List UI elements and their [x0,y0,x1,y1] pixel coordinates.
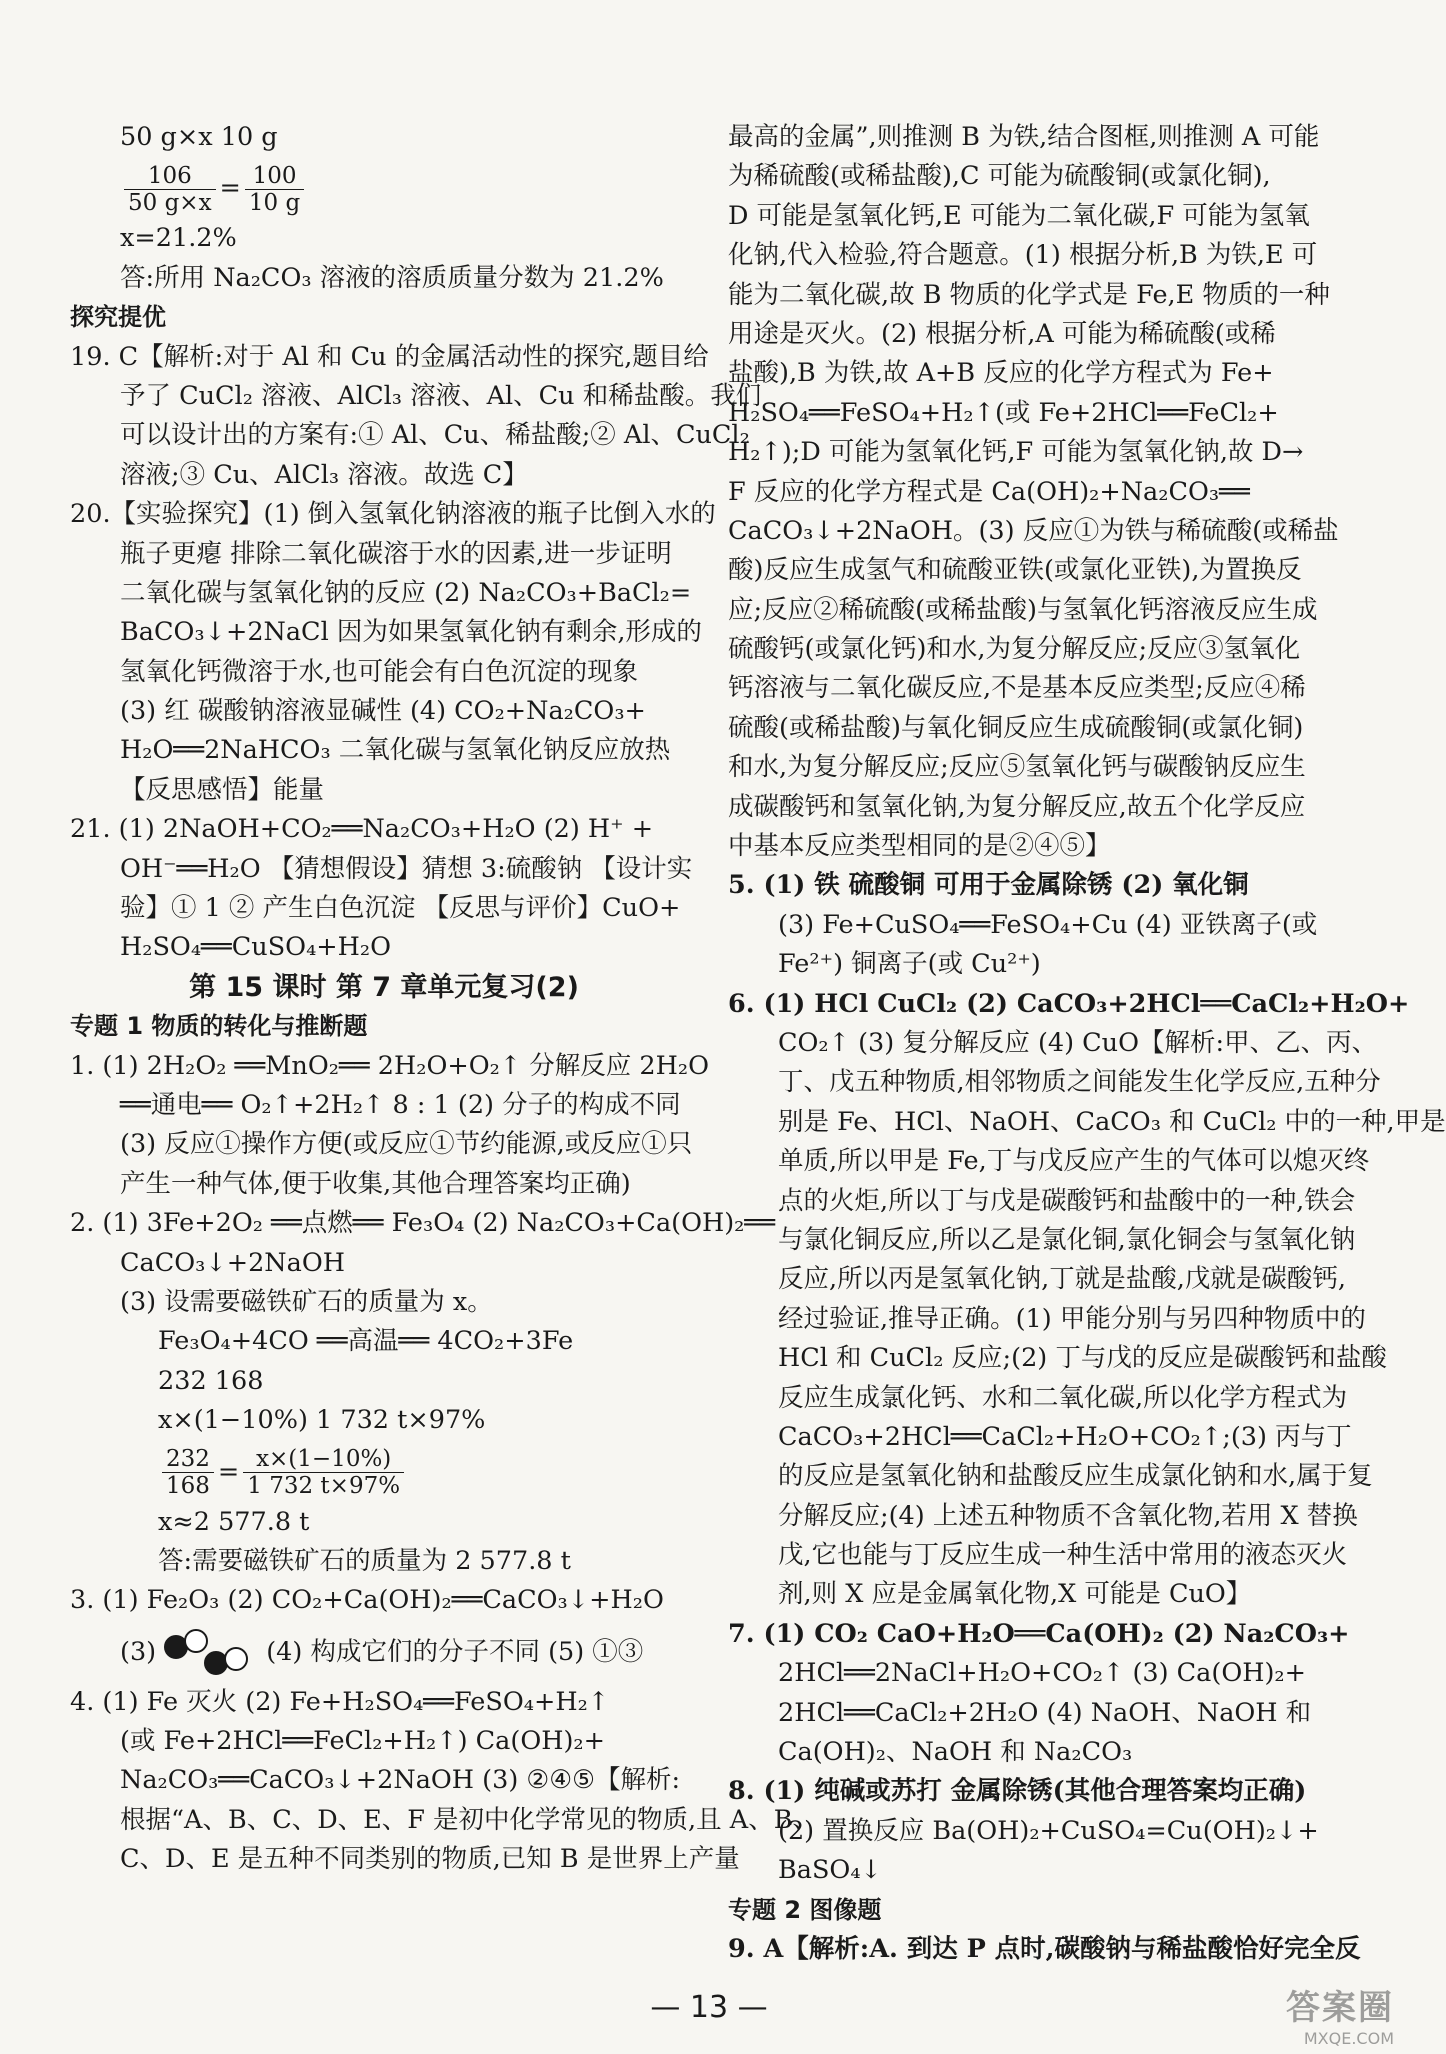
text-line: 用途是灭火。(2) 根据分析,A 可能为稀硫酸(或稀 [728,318,1276,349]
left-column [70,118,818,1880]
text-line: 5. (1) 铁 硫酸铜 可用于金属除锈 (2) 氧化铜 [728,870,1249,901]
fraction [162,1446,214,1499]
text-line: 盐酸),B 为铁,故 A+B 反应的化学方程式为 Fe+ [728,358,1274,389]
text-line: H₂SO₄══FeSO₄+H₂↑(或 Fe+2HCl══FeCl₂+ [728,397,1279,428]
atom-circle [184,1629,208,1653]
text-line: x=21.2% [120,223,237,254]
text-line: (3) Fe+CuSO₄══FeSO₄+Cu (4) 亚铁离子(或 [778,909,1318,940]
text-line: 硫酸钙(或氯化钙)和水,为复分解反应;反应③氢氧化 [728,634,1301,665]
text-line: 根据“A、B、C、D、E、F 是初中化学常见的物质,且 A、B、 [120,1804,818,1835]
text-line: H₂O══2NaHCO₃ 二氧化碳与氢氧化钠反应放热 [120,735,671,766]
text-line: CaCO₃↓+2NaOH。(3) 反应①为铁与稀硫酸(或稀盐 [728,515,1339,546]
text-line: 丁、戊五种物质,相邻物质之间能发生化学反应,五种分 [778,1067,1381,1098]
text-line: 20.【实验探究】(1) 倒入氢氧化钠溶液的瓶子比倒入水的 [70,499,716,530]
watermark-logo [1234,1980,1394,2048]
text-line: CaCO₃↓+2NaOH [120,1247,345,1278]
text-line: 专题 2 图像题 [728,1895,882,1924]
text-line: 酸)反应生成氢气和硫酸亚铁(或氯化亚铁),为置换反 [728,555,1302,586]
text-line: 产生一种气体,便于收集,其他合理答案均正确) [120,1168,631,1199]
text-line: H₂↑);D 可能为氢氧化钙,F 可能为氢氧化钠,故 D→ [728,437,1304,468]
text-line: 氢氧化钙微溶于水,也可能会有白色沉淀的现象 [120,656,639,687]
text-line: 二氧化碳与氢氧化钠的反应 (2) Na₂CO₃+BaCl₂= [120,577,692,608]
molecule-model-icon [162,1627,252,1679]
numerator: 100 [245,163,304,190]
text-line: 7. (1) CO₂ CaO+H₂O══Ca(OH)₂ (2) Na₂CO₃+ [728,1618,1350,1649]
text-line: 6. (1) HCl CuCl₂ (2) CaCO₃+2HCl══CaCl₂+H₂O+ [728,988,1410,1019]
text-line: 【反思感悟】能量 [120,774,325,805]
text-line: 验】① 1 ② 产生白色沉淀 【反思与评价】CuO+ [120,893,681,924]
text-line: 别是 Fe、HCl、NaOH、CaCO₃ 和 CuCl₂ 中的一种,甲是 [778,1106,1446,1137]
text-line: 为稀硫酸(或稀盐酸),C 可能为硫酸铜(或氯化铜), [728,161,1271,192]
text-line: OH⁻══H₂O 【猜想假设】猜想 3:硫酸钠 【设计实 [120,853,693,884]
text-line: (3) 红 碳酸钠溶液显碱性 (4) CO₂+Na₂CO₃+ [120,696,646,727]
text-line: ══通电══ O₂↑+2H₂↑ 8 : 1 (2) 分子的构成不同 [120,1089,681,1120]
denominator: 168 [166,1473,210,1499]
fraction [243,1446,404,1499]
text-line: H₂SO₄══CuSO₄+H₂O [120,932,392,963]
text-line: (3) 设需要磁铁矿石的质量为 x。 [120,1286,493,1317]
atom-circle [224,1647,248,1671]
text-line: D 可能是氢氧化钙,E 可能为二氧化碳,F 可能为氢氧 [728,200,1310,231]
text-line: 50 g×x 10 g [120,122,278,152]
watermark-text: 答案圈 [1286,1988,1394,2028]
denominator: 50 g×x [128,189,212,216]
numerator: 232 [162,1446,214,1473]
text-line: 瓶子更瘪 排除二氧化碳溶于水的因素,进一步证明 [120,538,672,569]
text-line: Fe²⁺) 铜离子(或 Cu²⁺) [778,949,1041,980]
text-line: 232 168 [158,1365,264,1396]
right-column [728,118,1446,1969]
text-line: (3) 反应①操作方便(或反应①节约能源,或反应①只 [120,1129,693,1160]
numerator: x×(1−10%) [243,1446,404,1473]
text-line: 和水,为复分解反应;反应⑤氢氧化钙与碳酸钠反应生 [728,752,1306,783]
denominator: 10 g [248,189,301,216]
text-line: 1. (1) 2H₂O₂ ══MnO₂══ 2H₂O+O₂↑ 分解反应 2H₂O [70,1050,710,1081]
text-line: 专题 1 物质的转化与推断题 [70,1012,368,1041]
text-line: HCl 和 CuCl₂ 反应;(2) 丁与戊的反应是碳酸钙和盐酸 [778,1343,1387,1374]
denominator: 1 732 t×97% [247,1473,401,1499]
numerator: 106 [124,163,216,190]
text-line: x×(1−10%) 1 732 t×97% [158,1405,486,1436]
text-line: 反应生成氯化钙、水和二氧化碳,所以化学方程式为 [778,1382,1348,1413]
text-line: 剂,则 X 应是金属氧化物,X 可能是 CuO】 [778,1579,1252,1610]
text-line: 予了 CuCl₂ 溶液、AlCl₃ 溶液、Al、Cu 和稀盐酸。我们 [120,380,762,411]
text-line: 应;反应②稀硫酸(或稀盐酸)与氢氧化钙溶液反应生成 [728,594,1318,625]
text-line [70,1621,698,1683]
text-line: (或 Fe+2HCl══FeCl₂+H₂↑) Ca(OH)₂+ [120,1726,606,1757]
text-line: 能为二氧化碳,故 B 物质的化学式是 Fe,E 物质的一种 [728,279,1330,310]
equals-sign: = [217,1456,240,1487]
text-line: 成碳酸钙和氢氧化钠,为复分解反应,故五个化学反应 [728,791,1306,822]
text-line: 21. (1) 2NaOH+CO₂══Na₂CO₃+H₂O (2) H⁺ + [70,814,654,845]
text-line: 19. C【解析:对于 Al 和 Cu 的金属活动性的探究,题目给 [70,341,709,372]
text-line: BaSO₄↓ [778,1855,882,1886]
text-line: 单质,所以甲是 Fe,丁与戊反应产生的气体可以熄灭终 [778,1146,1370,1177]
text-line: 可以设计出的方案有:① Al、Cu、稀盐酸;② Al、CuCl₂ [120,420,750,451]
text-line: 3. (1) Fe₂O₃ (2) CO₂+Ca(OH)₂══CaCO₃↓+H₂O [70,1585,664,1616]
text-line: 4. (1) Fe 灭火 (2) Fe+H₂SO₄══FeSO₄+H₂↑ [70,1686,610,1717]
text-segment: (4) 构成它们的分子不同 (5) ①③ [258,1636,644,1667]
text-line: 探究提优 [70,303,166,332]
text-line: Ca(OH)₂、NaOH 和 Na₂CO₃ [778,1737,1133,1768]
text-line: 钙溶液与二氧化碳反应,不是基本反应类型;反应④稀 [728,673,1306,704]
text-line: 溶液;③ Cu、AlCl₃ 溶液。故选 C】 [120,459,528,490]
text-line [70,1441,698,1503]
text-line: 答:需要磁铁矿石的质量为 2 577.8 t [158,1545,571,1576]
text-line: 的反应是氢氧化钠和盐酸反应生成氯化钠和水,属于复 [778,1461,1373,1492]
text-line: 中基本反应类型相同的是②④⑤】 [728,831,1111,862]
page-number: — 13 — [650,1990,768,2025]
text-line: 最高的金属”,则推测 B 为铁,结合图框,则推测 A 可能 [728,122,1320,152]
text-line: 8. (1) 纯碱或苏打 金属除锈(其他合理答案均正确) [728,1776,1307,1807]
text-line: CO₂↑ (3) 复分解反应 (4) CuO【解析:甲、乙、丙、 [778,1027,1378,1058]
text-line: (2) 置换反应 Ba(OH)₂+CuSO₄=Cu(OH)₂↓+ [778,1815,1319,1846]
text-line: 答:所用 Na₂CO₃ 溶液的溶质质量分数为 21.2% [120,262,664,293]
watermark-url: MXQE.COM [1303,2029,1394,2048]
text-line: Na₂CO₃══CaCO₃↓+2NaOH (3) ②④⑤【解析: [120,1765,681,1796]
text-line: 2HCl══CaCl₂+2H₂O (4) NaOH、NaOH 和 [778,1697,1312,1728]
text-line: C、D、E 是五种不同类别的物质,已知 B 是世界上产量 [120,1844,740,1875]
text-line: 硫酸(或稀盐酸)与氧化铜反应生成硫酸铜(或氯化铜) [728,712,1304,743]
text-line: BaCO₃↓+2NaCl 因为如果氢氧化钠有剩余,形成的 [120,617,702,648]
text-line: 2HCl══2NaCl+H₂O+CO₂↑ (3) Ca(OH)₂+ [778,1658,1307,1689]
text-line: 2. (1) 3Fe+2O₂ ══点燃══ Fe₃O₄ (2) Na₂CO₃+Ca(OH)₂══ [70,1208,776,1239]
text-line: 经过验证,推导正确。(1) 甲能分别与另四种物质中的 [778,1303,1366,1334]
text-line [70,157,698,219]
text-segment: (3) [120,1636,157,1667]
text-line: 反应,所以丙是氢氧化钠,丁就是盐酸,戊就是碳酸钙, [778,1264,1346,1295]
fraction [245,163,304,216]
text-line: 分解反应;(4) 上述五种物质不含氧化物,若用 X 替换 [778,1500,1358,1531]
text-line: F 反应的化学方程式是 Ca(OH)₂+Na₂CO₃══ [728,476,1250,507]
fraction [124,163,216,216]
text-line: 第 15 课时 第 7 章单元复习(2) [189,971,579,1003]
text-line: 戊,它也能与丁反应生成一种生活中常用的液态灭火 [778,1540,1348,1571]
equals-sign: = [219,173,241,204]
text-line: 点的火炬,所以丁与戊是碳酸钙和盐酸中的一种,铁会 [778,1185,1356,1216]
text-line: 9. A【解析:A. 到达 P 点时,碳酸钠与稀盐酸恰好完全反 [728,1933,1361,1964]
text-line: x≈2 577.8 t [158,1506,310,1537]
text-line: 与氯化铜反应,所以乙是氯化铜,氯化铜会与氢氧化钠 [778,1224,1356,1255]
text-line: CaCO₃+2HCl══CaCl₂+H₂O+CO₂↑;(3) 丙与丁 [778,1421,1352,1452]
text-line: Fe₃O₄+4CO ══高温══ 4CO₂+3Fe [158,1326,574,1357]
text-line: 化钠,代入检验,符合题意。(1) 根据分析,B 为铁,E 可 [728,240,1318,271]
